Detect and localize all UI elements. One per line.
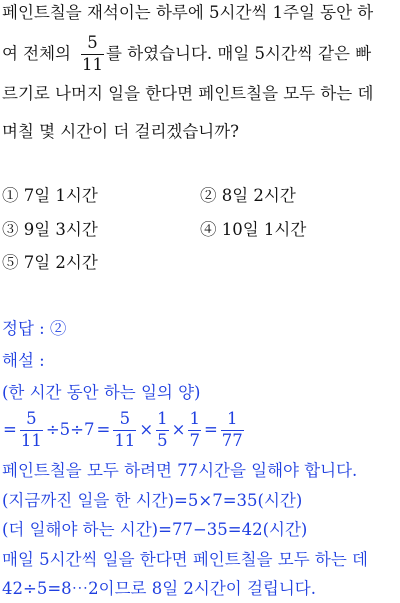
- explanation-label: 해설 :: [2, 351, 45, 370]
- fraction-numerator: 1: [157, 409, 168, 428]
- option-4: ④ 10일 1시간: [200, 220, 307, 239]
- equals-sign: =: [3, 420, 17, 439]
- problem-line-2-start: 여 전체의: [2, 44, 72, 63]
- fraction: [113, 411, 136, 449]
- problem-line-3: 르기로 나머지 일을 한다면 페인트칠을 모두 하는 데: [2, 84, 374, 103]
- fraction-denominator: 11: [20, 430, 42, 450]
- times-sign: ×: [171, 420, 186, 439]
- fraction: [221, 411, 244, 449]
- problem-line-4: 며칠 몇 시간이 더 걸리겠습니까?: [2, 122, 240, 141]
- solution-line-7: 42÷5=8⋯2이므로 8일 2시간이 걸립니다.: [2, 579, 316, 598]
- fraction-denominator: 5: [157, 430, 168, 450]
- fraction-numerator: 1: [227, 409, 238, 428]
- fraction-five-elevenths: [81, 35, 104, 73]
- answer-label: 정답 : ②: [2, 319, 67, 338]
- solution-line-3: 페인트칠을 모두 하려면 77시간을 일해야 합니다.: [2, 461, 358, 480]
- option-2: ② 8일 2시간: [200, 186, 296, 205]
- solution-line-1: (한 시간 동안 하는 일의 양): [2, 383, 201, 402]
- solution-equation: [2, 406, 246, 454]
- option-3: ③ 9일 3시간: [2, 220, 98, 239]
- fraction-denominator: 77: [221, 430, 243, 450]
- fraction: [156, 411, 169, 449]
- option-5: ⑤ 7일 2시간: [2, 253, 98, 272]
- problem-line-1: 페인트칠을 재석이는 하루에 5시간씩 1주일 동안 하: [2, 3, 374, 22]
- equals-sign: =: [96, 420, 111, 439]
- fraction: [188, 411, 201, 449]
- fraction: [20, 411, 43, 449]
- problem-line-2-end: 를 하였습니다. 매일 5시간씩 같은 빠: [106, 44, 372, 63]
- times-sign: ×: [139, 420, 154, 439]
- solution-line-4: (지금까진 일을 한 시간)=5×7=35(시간): [2, 491, 303, 510]
- solution-line-6: 매일 5시간씩 일을 한다면 페인트칠을 모두 하는 데: [2, 550, 368, 569]
- fraction-denominator: 11: [82, 54, 104, 74]
- fraction-denominator: 7: [189, 430, 200, 450]
- fraction-numerator: 5: [26, 409, 37, 428]
- option-1: ① 7일 1시간: [2, 186, 98, 205]
- division-operators: ÷5÷7: [45, 420, 95, 439]
- fraction-numerator: 5: [87, 33, 98, 52]
- fraction-numerator: 5: [119, 409, 131, 428]
- equals-sign: =: [203, 420, 218, 439]
- fraction-denominator: 11: [114, 430, 136, 450]
- solution-line-5: (더 일해야 하는 시간)=77−35=42(시간): [2, 520, 308, 539]
- problem-line-2: [2, 34, 371, 74]
- fraction-numerator: 1: [189, 409, 200, 428]
